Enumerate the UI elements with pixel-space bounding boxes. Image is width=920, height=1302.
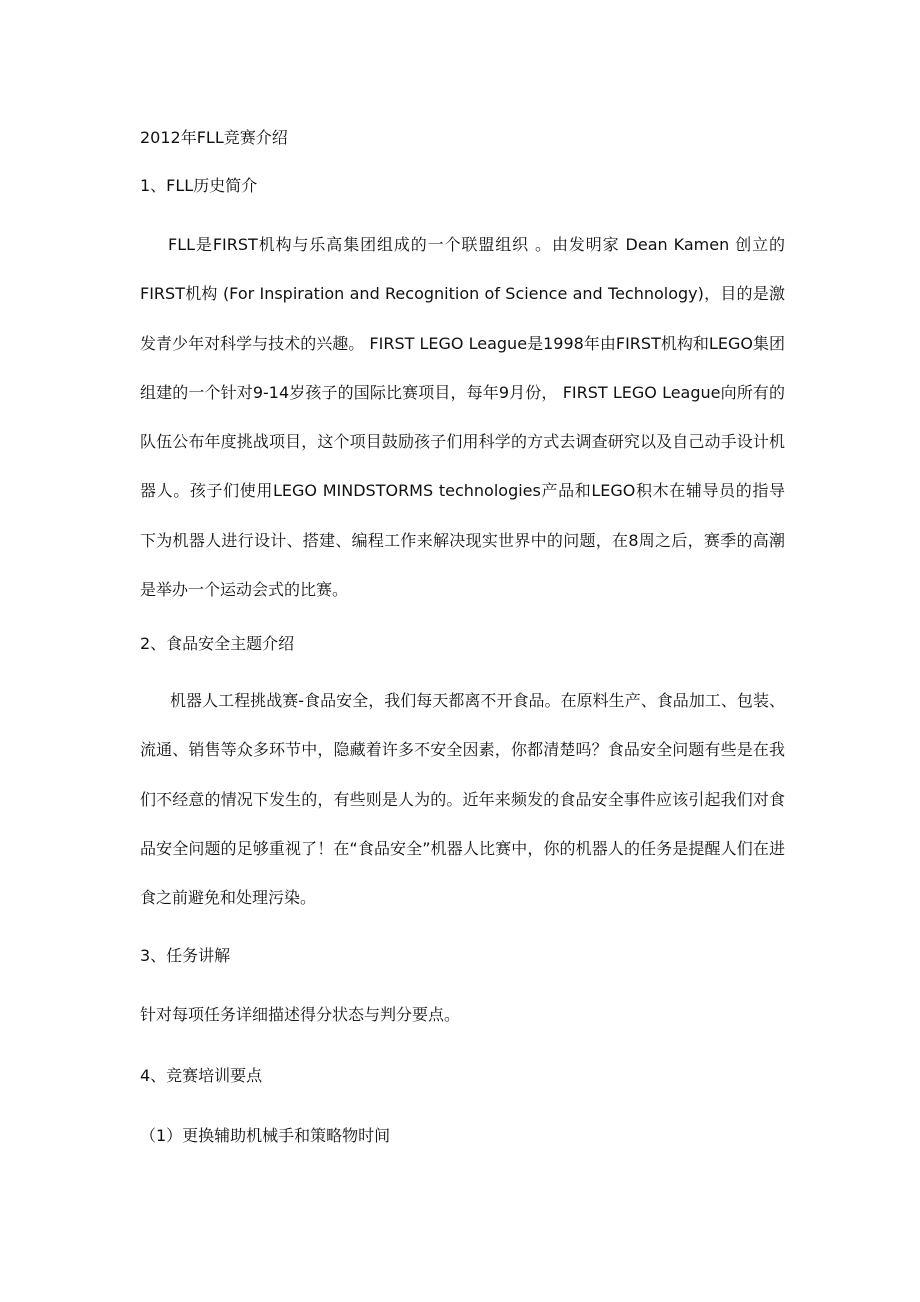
section-4-subitem-1: （1）更换辅助机械手和策略物时间 <box>140 1126 391 1145</box>
section-2-body: 机器人工程挑战赛-食品安全，我们每天都离不开食品。在原料生产、食品加工、包装、流通、销售等众多环节中，隐藏着许多不安全因素，你都清楚吗？食品安全问题有些是在我们不经意的情况下发生的，有些则是人为的。近年来频发的食品安全事件应该引起我们对食品安全问题的足够重视了！在“食品安全”机器人比赛中，你的机器人的任务是提醒人们在进食之前避免和处理污染。 <box>140 691 785 908</box>
section-4-heading: 4、竞赛培训要点 <box>140 1066 263 1085</box>
section-1-body: FLL是FIRST机构与乐高集团组成的一个联盟组织 。由发明家 Dean Kamen 创立的FIRST机构 (For Inspiration and Recognition of Science and Technology)，目的是激发青少年对科学与技术的兴趣。 FIRST LEGO League是1998年由FIRST机构和LEGO集团组建的一个针对9-14岁孩子的国际比赛项目，每年9月份， FIRST LEGO League向所有的队伍公布年度挑战项目，这个项目鼓励孩子们用科学的方式去调查研究以及自己动手设计机器人。孩子们使用LEGO MINDSTORMS technologies产品和LEGO积木在辅导员的指导下为机器人进行设计、搭建、编程工作来解决现实世界中的问题，在8周之后，赛季的高潮是举办一个运动会式的比赛。 <box>140 235 785 600</box>
section-3-heading: 3、任务讲解 <box>140 946 231 965</box>
section-2-heading: 2、食品安全主题介绍 <box>140 634 295 653</box>
section-1-heading: 1、FLL历史简介 <box>140 176 258 195</box>
document-title: 2012年FLL竞赛介绍 <box>140 128 288 147</box>
section-3-body: 针对每项任务详细描述得分状态与判分要点。 <box>140 1005 461 1024</box>
